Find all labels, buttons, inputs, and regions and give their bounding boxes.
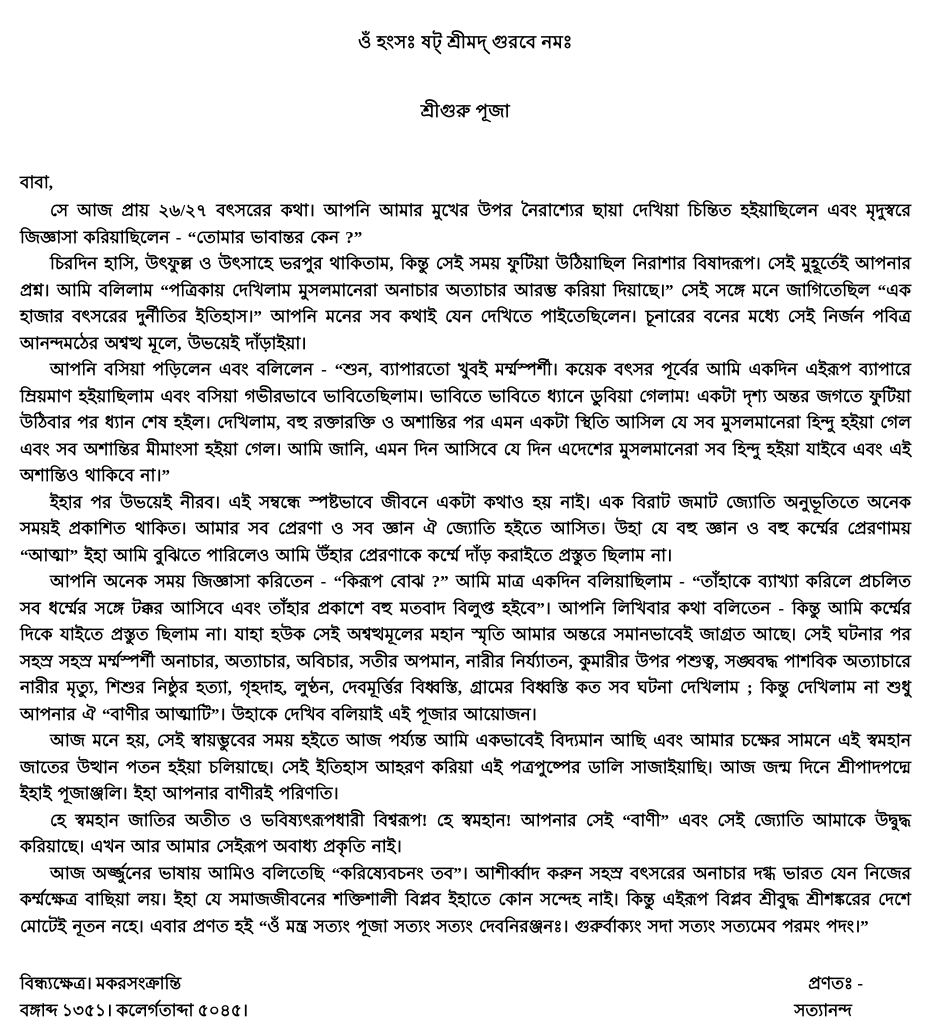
page-title: শ্রীগুরু পূজা <box>420 101 511 121</box>
footer-date-line: বঙ্গাব্দ ১৩৫১। কলের্গতাব্দা ৫০৪৫। <box>20 1001 248 1020</box>
paragraph-7: হে স্বমহান জাতির অতীত ও ভবিষ্যৎরূপধারী বিশ্বরূপ! হে স্বমহান! আপনার সেই “বাণী” এবং সেই জ্যোতি আমাকে উদ্বুদ্ধ করিয়াছে। এখন আর আমার সেইরূপ অবাধ্য প্রকৃতি নাই। <box>20 810 911 856</box>
paragraph-8: আজ অর্জ্জুনের ভাষায় আমিও বলিতেছি “করিষ্যেবচনং তব”। আশীর্ব্বাদ করুন সহস্র বৎসরের অনাচার দগ্ধ ভারত যেন নিজের কর্ম্মক্ষেত্র বাছিয়া লয়। ইহা যে সমাজজীবনের শক্তিশালী বিপ্লব ইহাতে কোন সন্দেহ নাই। কিন্তু এইরূপ বিপ্লব শ্রীবুদ্ধ শ্রীশঙ্করের দেশে মোটেই নূতন নহে। এবার প্রণত হই “ওঁ মন্ত্র সত্যং পূজা সত্যং সত্যং দেবনিরঞ্জনঃ। গুরুর্বাক্যং সদা সত্যং সত্যমেব পরমং পদং।” <box>20 863 911 936</box>
footer-signature <box>794 970 863 1024</box>
invocation-line: ওঁ হংসঃ ষট্ শ্রীমদ্ গুরবে নমঃ <box>358 32 573 52</box>
paragraph-2: চিরদিন হাসি, উৎফুল্ল ও উৎসাহে ভরপুর থাকিতাম, কিন্তু সেই সময় ফুটিয়া উঠিয়াছিল নিরাশার বিষাদরূপ। সেই মুহূর্তেই আপনার প্রশ্ন। আমি বলিলাম “পত্রিকায় দেখিলাম মুসলমানেরা অনাচার অত্যাচার আরম্ভ করিয়া দিয়াছে।” সেই সঙ্গে মনে জাগিতেছিল “এক হাজার বৎসরের দুর্নীতির ইতিহাস।” আপনি মনের সব কথাই যেন দেখিতে পাইতেছিলেন। চূনারের বনের মধ্যে সেই নির্জন পবিত্র আনন্দমঠের অশ্বত্থ মূলে, উভয়েই দাঁড়াইয়া। <box>20 254 911 353</box>
footer-place-date <box>20 970 248 1024</box>
signature-name: সত্যানন্দ <box>794 1001 852 1020</box>
signature-salutation: প্রণতঃ - <box>808 974 863 993</box>
paragraph-5: আপনি অনেক সময় জিজ্ঞাসা করিতেন - “কিরূপ বোঝ ?” আমি মাত্র একদিন বলিয়াছিলাম - “তাঁহাকে ব্যাখ্যা করিলে প্রচলিত সব ধর্ম্মের সঙ্গে টক্কর আসিবে এবং তাঁহার প্রকাশে বহু মতবাদ বিলুপ্ত হইবে”। আপনি লিখিবার কথা বলিতেন - কিন্তু আমি কর্ম্মের দিকে যাইতে প্রস্তুত ছিলাম না। যাহা হউক সেই অশ্বত্থমূলের মহান স্মৃতি আমার অন্তরে সমানভাবেই জাগ্রত আছে। সেই ঘটনার পর সহস্র সহস্র মর্ম্মস্পর্শী অনাচার, অত্যাচার, অবিচার, সতীর অপমান, নারীর নির্য্যাতন, কুমারীর উপর পশুত্ব, সঙ্ঘবদ্ধ পাশবিক অত্যাচারে নারীর মৃত্যু, শিশুর নিষ্ঠুর হত্যা, গৃহদাহ, লুণ্ঠন, দেবমূর্ত্তির বিধ্বস্তি, গ্রামের বিধ্বস্তি কত সব ঘটনা দেখিলাম ; কিন্তু দেখিলাম না শুধু আপনার ঐ “বাণীর আত্মাটি”। উহাকে দেখিব বলিয়াই এই পূজার আয়োজন। <box>20 572 911 724</box>
salutation: বাবা, <box>20 173 54 192</box>
letter-body <box>20 198 911 940</box>
footer-place-line: বিন্ধ্যক্ষেত্র। মকরসংক্রান্তি <box>20 974 182 993</box>
letter-footer <box>20 970 911 1024</box>
paragraph-1: সে আজ প্রায় ২৬/২৭ বৎসরের কথা। আপনি আমার মুখের উপর নৈরাশ্যের ছায়া দেখিয়া চিন্তিত হইয়াছিলেন এবং মৃদুস্বরে জিজ্ঞাসা করিয়াছিলেন - “তোমার ভাবান্তর কেন ?” <box>20 201 911 247</box>
paragraph-3: আপনি বসিয়া পড়িলেন এবং বলিলেন - “শুন, ব্যাপারতো খুবই মর্ম্মস্পর্শী। কয়েক বৎসর পূর্বের আমি একদিন এইরূপ ব্যাপারে ম্রিয়মাণ হইয়াছিলাম এবং বসিয়া গভীরভাবে ভাবিতেছিলাম। ভাবিতে ভাবিতে ধ্যানে ডুবিয়া গেলাম! একটা দৃশ্য অন্তর জগতে ফুটিয়া উঠিবার পর ধ্যান শেষ হইল। দেখিলাম, বহু রক্তারক্তি ও অশান্তির পর এমন একটা স্থিতি আসিল যে সব মুসলমানেরা হিন্দু হইয়া গেল এবং সব অশান্তির মীমাংসা হইয়া গেল। আমি জানি, এমন দিন আসিবে যে দিন এদেশের মুসলমানেরা সব হিন্দু হইয়া যাইবে এবং এই অশান্তিও থাকিবে না।” <box>20 360 911 485</box>
paragraph-4: ইহার পর উভয়েই নীরব। এই সম্বন্ধে স্পষ্টভাবে জীবনে একটা কথাও হয় নাই। এক বিরাট জমাট জ্যোতি অনুভূতিতে অনেক সময়ই প্রকাশিত থাকিত। আমার সব প্রেরণা ও সব জ্ঞান ঐ জ্যোতি হইতে আসিত। উহা যে বহু জ্ঞান ও বহু কর্ম্মের প্রেরণাময় “আত্মা” ইহা আমি বুঝিতে পারিলেও আমি উঁহার প্রেরণাকে কর্ম্মে দাঁড় করাইতে প্রস্তুত ছিলাম না। <box>20 492 911 565</box>
paragraph-6: আজ মনে হয়, সেই স্বায়ম্ভুবের সময় হইতে আজ পর্য্যন্ত আমি একভাবেই বিদ্যমান আছি এবং আমার চক্ষের সামনে এই স্বমহান জাতের উত্থান পতন হইয়া চলিয়াছে। সেই ইতিহাস আহরণ করিয়া এই পত্রপুষ্পের ডালি সাজাইয়াছি। আজ জন্ম দিনে শ্রীপাদপদ্মে ইহাই পূজাঞ্জলি। ইহা আপনার বাণীরই পরিণতি। <box>20 731 911 803</box>
